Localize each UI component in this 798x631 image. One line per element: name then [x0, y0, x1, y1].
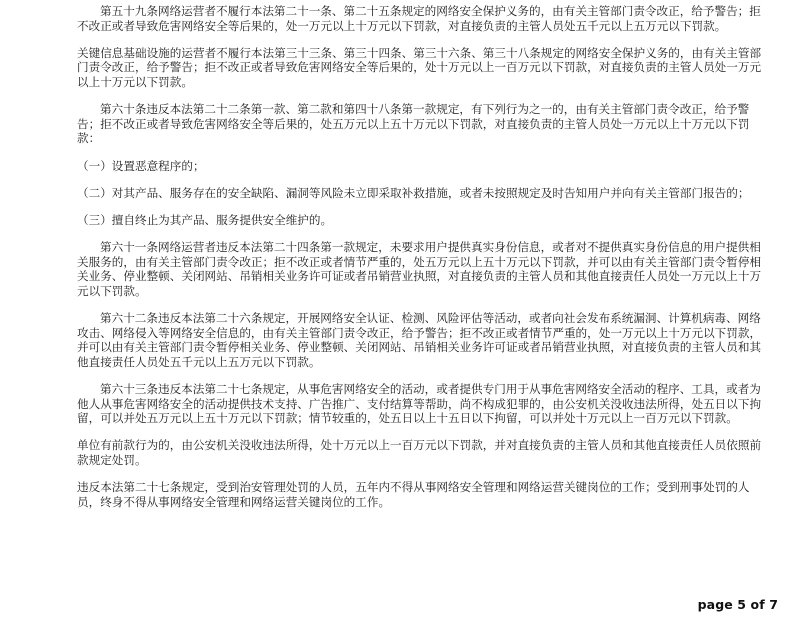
paragraph-article-61: 第六十一条网络运营者违反本法第二十四条第一款规定，未要求用户提供真实身份信息，或者对不提供真实身份信息的用户提供相关服务的，由有关主管部门责令改正；拒不改正或者情节严重的，处五万元以上五十万元以下罚款，并可以由有关主管部门责令暂停相关业务、停业整顿、关闭网站、吊销相关业务许可证或者吊销营业执照，对直接负责的主管人员和其他直接责任人员处一万元以上十万元以下罚款。 [77, 240, 762, 298]
page-number: page 5 of 7 [697, 597, 778, 612]
paragraph-unit-penalty: 单位有前款行为的，由公安机关没收违法所得，处十万元以上一百万元以下罚款，并对直接负责的主管人员和其他直接责任人员依照前款规定处罚。 [77, 438, 762, 467]
list-item-2: （二）对其产品、服务存在的安全缺陷、漏洞等风险未立即采取补救措施，或者未按照规定及时告知用户并向有关主管部门报告的； [77, 185, 750, 200]
list-item-3: （三）擅自终止为其产品、服务提供安全维护的。 [77, 212, 333, 227]
paragraph-employment-ban: 违反本法第二十七条规定，受到治安管理处罚的人员，五年内不得从事网络安全管理和网络运营关键岗位的工作；受到刑事处罚的人员，终身不得从事网络安全管理和网络运营关键岗位的工作。 [77, 480, 750, 509]
paragraph-article-60: 第六十条违反本法第二十二条第一款、第二款和第四十八条第一款规定，有下列行为之一的，由有关主管部门责令改正，给予警告；拒不改正或者导致危害网络安全等后果的，处五万元以上五十万元以下罚款，对直接负责的主管人员处一万元以上十万元以下罚款： [77, 102, 750, 146]
paragraph-critical-infrastructure: 关键信息基础设施的运营者不履行本法第三十三条、第三十四条、第三十六条、第三十八条规定的网络安全保护义务的，由有关主管部门责令改正，给予警告；拒不改正或者导致危害网络安全等后果的，处十万元以上一百万元以下罚款，对直接负责的主管人员处一万元以上十万元以下罚款。 [77, 45, 762, 89]
paragraph-article-62: 第六十二条违反本法第二十六条规定，开展网络安全认证、检测、风险评估等活动，或者向社会发布系统漏洞、计算机病毒、网络攻击、网络侵入等网络安全信息的，由有关主管部门责令改正，给予警告；拒不改正或者情节严重的，处一万元以上十万元以下罚款，并可以由有关主管部门责令暂停相关业务、停业整顿、关闭网站、吊销相关业务许可证或者吊销营业执照，对直接负责的主管人员和其他直接责任人员处五千元以上五万元以下罚款。 [77, 311, 762, 369]
paragraph-article-63: 第六十三条违反本法第二十七条规定，从事危害网络安全的活动，或者提供专门用于从事危害网络安全活动的程序、工具，或者为他人从事危害网络安全的活动提供技术支持、广告推广、支付结算等帮助，尚不构成犯罪的，由公安机关没收违法所得，处五日以下拘留，可以并处五万元以上五十万元以下罚款；情节较重的，处五日以上十五日以下拘留，可以并处十万元以上一百万元以下罚款。 [77, 382, 762, 426]
paragraph-article-59: 第五十九条网络运营者不履行本法第二十一条、第二十五条规定的网络安全保护义务的，由有关主管部门责令改正，给予警告；拒不改正或者导致危害网络安全等后果的，处一万元以上十万元以下罚款，对直接负责的主管人员处五千元以上五万元以下罚款。 [77, 4, 761, 33]
list-item-1: （一）设置恶意程序的； [77, 158, 205, 173]
